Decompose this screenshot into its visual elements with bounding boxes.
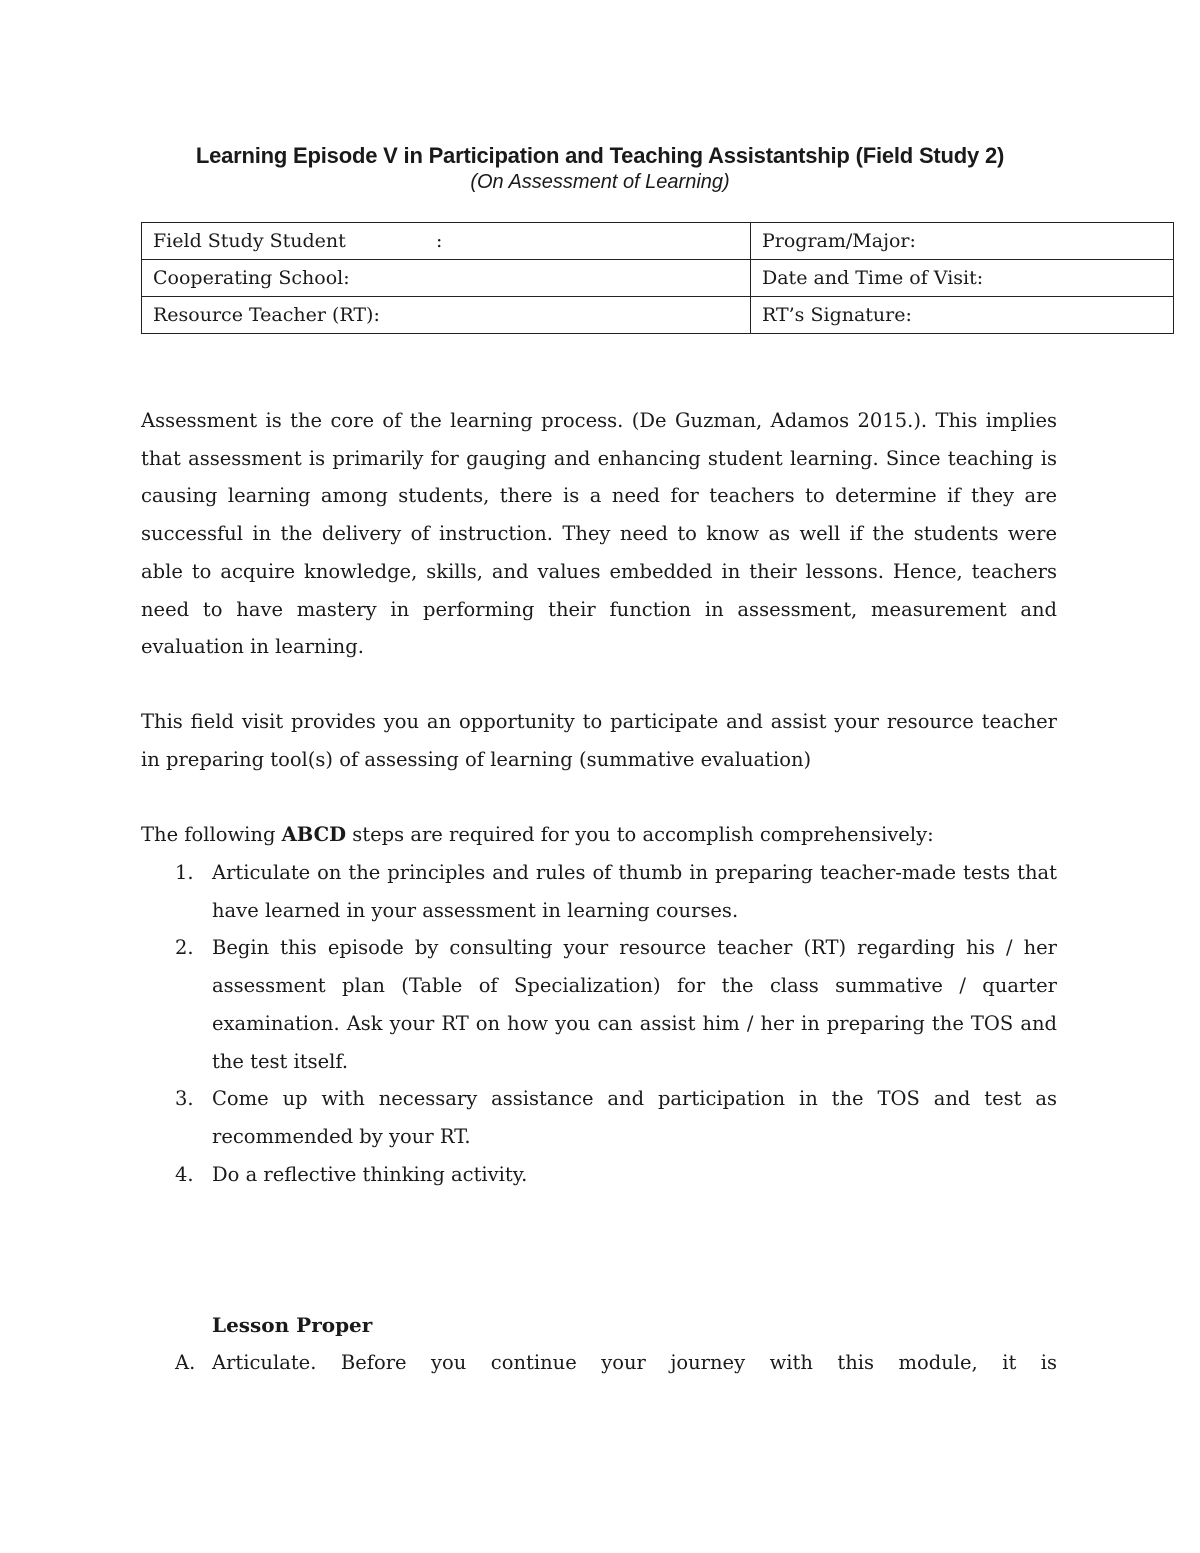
date-time-visit-label: Date and Time of Visit: [762,267,984,289]
list-item [141,1156,1057,1194]
resource-teacher-label: Resource Teacher (RT): [153,304,380,326]
lesson-item-a [141,1344,1057,1382]
lesson-proper-heading: Lesson Proper [212,1313,373,1337]
field-study-student-colon: : [436,230,443,252]
field-study-student-label: Field Study Student [153,230,346,252]
table-row [142,297,1174,334]
date-time-visit-cell [751,260,1174,297]
student-info-table [141,222,1174,334]
list-item [141,1080,1057,1155]
document-title: Learning Episode V in Participation and Teaching Assistantship (Field Study 2) [195,143,1005,168]
table-row [142,260,1174,297]
list-item [141,854,1057,929]
steps-intro-bold: ABCD [281,823,347,846]
resource-teacher-cell [142,297,751,334]
document-subtitle: (On Assessment of Learning) [470,171,730,193]
steps-intro-before: The following [141,823,282,846]
field-study-student-cell [142,223,751,260]
steps-list [141,854,1057,1193]
rt-signature-label: RT’s Signature: [762,304,912,326]
program-major-cell [751,223,1174,260]
steps-intro [141,816,1057,854]
table-row [142,223,1174,260]
cooperating-school-cell [142,260,751,297]
list-item-number: 1. [175,861,194,884]
list-item-text: Do a reflective thinking activity. [212,1162,528,1186]
rt-signature-cell [751,297,1174,334]
list-item-text: Come up with necessary assistance and participation in the TOS and test as recommended by your RT. [212,1087,1057,1148]
list-item-number: 3. [175,1087,194,1111]
list-item [141,929,1057,1080]
intro-paragraph: Assessment is the core of the learning process. (De Guzman, Adamos 2015.). This implies that assessment is primarily for gauging and enhancing student learning. Since teaching is causing learning among students, there is a need for teachers to determine if they are successful in the delivery of instruction. They need to know as well if the students were able to acquire knowledge, skills, and values embedded in their lessons. Hence, teachers need to have mastery in performing their function in assessment, measurement and evaluation in learning. [141,409,1057,659]
lesson-item-a-text: Articulate. Before you continue your journey with this module, it is [212,1351,1057,1374]
list-item-number: 4. [175,1162,194,1186]
list-item-text: Begin this episode by consulting your resource teacher (RT) regarding his / her assessment plan (Table of Specialization) for the class summative / quarter examination. Ask your RT on how you can assist him / her in preparing the TOS and the test itself. [212,936,1057,1073]
program-major-label: Program/Major: [762,230,916,252]
field-visit-paragraph: This field visit provides you an opportunity to participate and assist your resource teacher in preparing tool(s) of assessing of learning (summative evaluation) [141,710,1057,771]
lesson-item-a-label: A. [175,1351,196,1374]
steps-intro-after: steps are required for you to accomplish comprehensively: [346,823,934,846]
list-item-text: Articulate on the principles and rules of thumb in preparing teacher-made tests that have learned in your assessment in learning courses. [212,861,1057,922]
cooperating-school-label: Cooperating School: [153,267,350,289]
list-item-number: 2. [175,936,194,960]
